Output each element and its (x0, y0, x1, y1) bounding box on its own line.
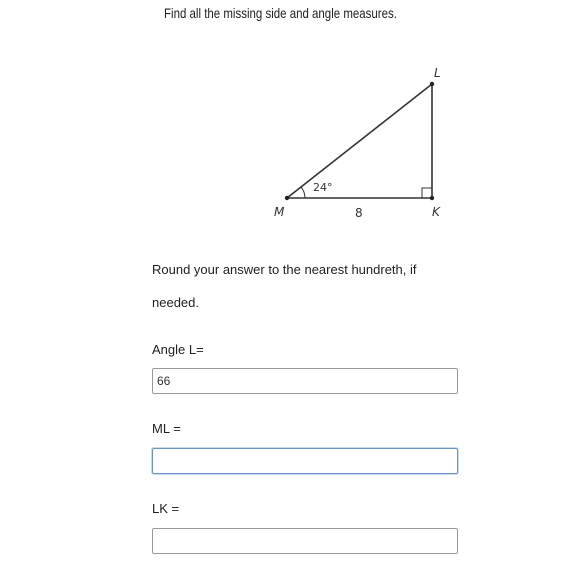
angle-l-label: Angle L= (152, 342, 204, 357)
triangle-figure (260, 60, 460, 225)
ml-label: ML = (152, 421, 181, 436)
angle-label-m: 24° (313, 181, 333, 194)
vertex-dot-k (430, 196, 434, 200)
vertex-dot-m (285, 196, 289, 200)
lk-label: LK = (152, 501, 180, 516)
lk-input[interactable] (152, 528, 458, 554)
angle-l-input[interactable] (152, 368, 458, 394)
vertex-label-l: L (434, 66, 441, 80)
vertex-label-m: M (274, 205, 285, 219)
side-label-mk: 8 (355, 206, 363, 220)
side-ml (287, 84, 432, 198)
rounding-instruction-line1: Round your answer to the nearest hundreth, if (152, 262, 417, 277)
vertex-label-k: K (432, 205, 440, 219)
ml-input[interactable] (152, 448, 458, 474)
rounding-instruction-line2: needed. (152, 295, 199, 310)
triangle-diagram (260, 60, 460, 225)
vertex-dot-l (430, 82, 434, 86)
question-instruction: Find all the missing side and angle measures. (164, 5, 397, 21)
angle-arc-m (301, 187, 305, 198)
